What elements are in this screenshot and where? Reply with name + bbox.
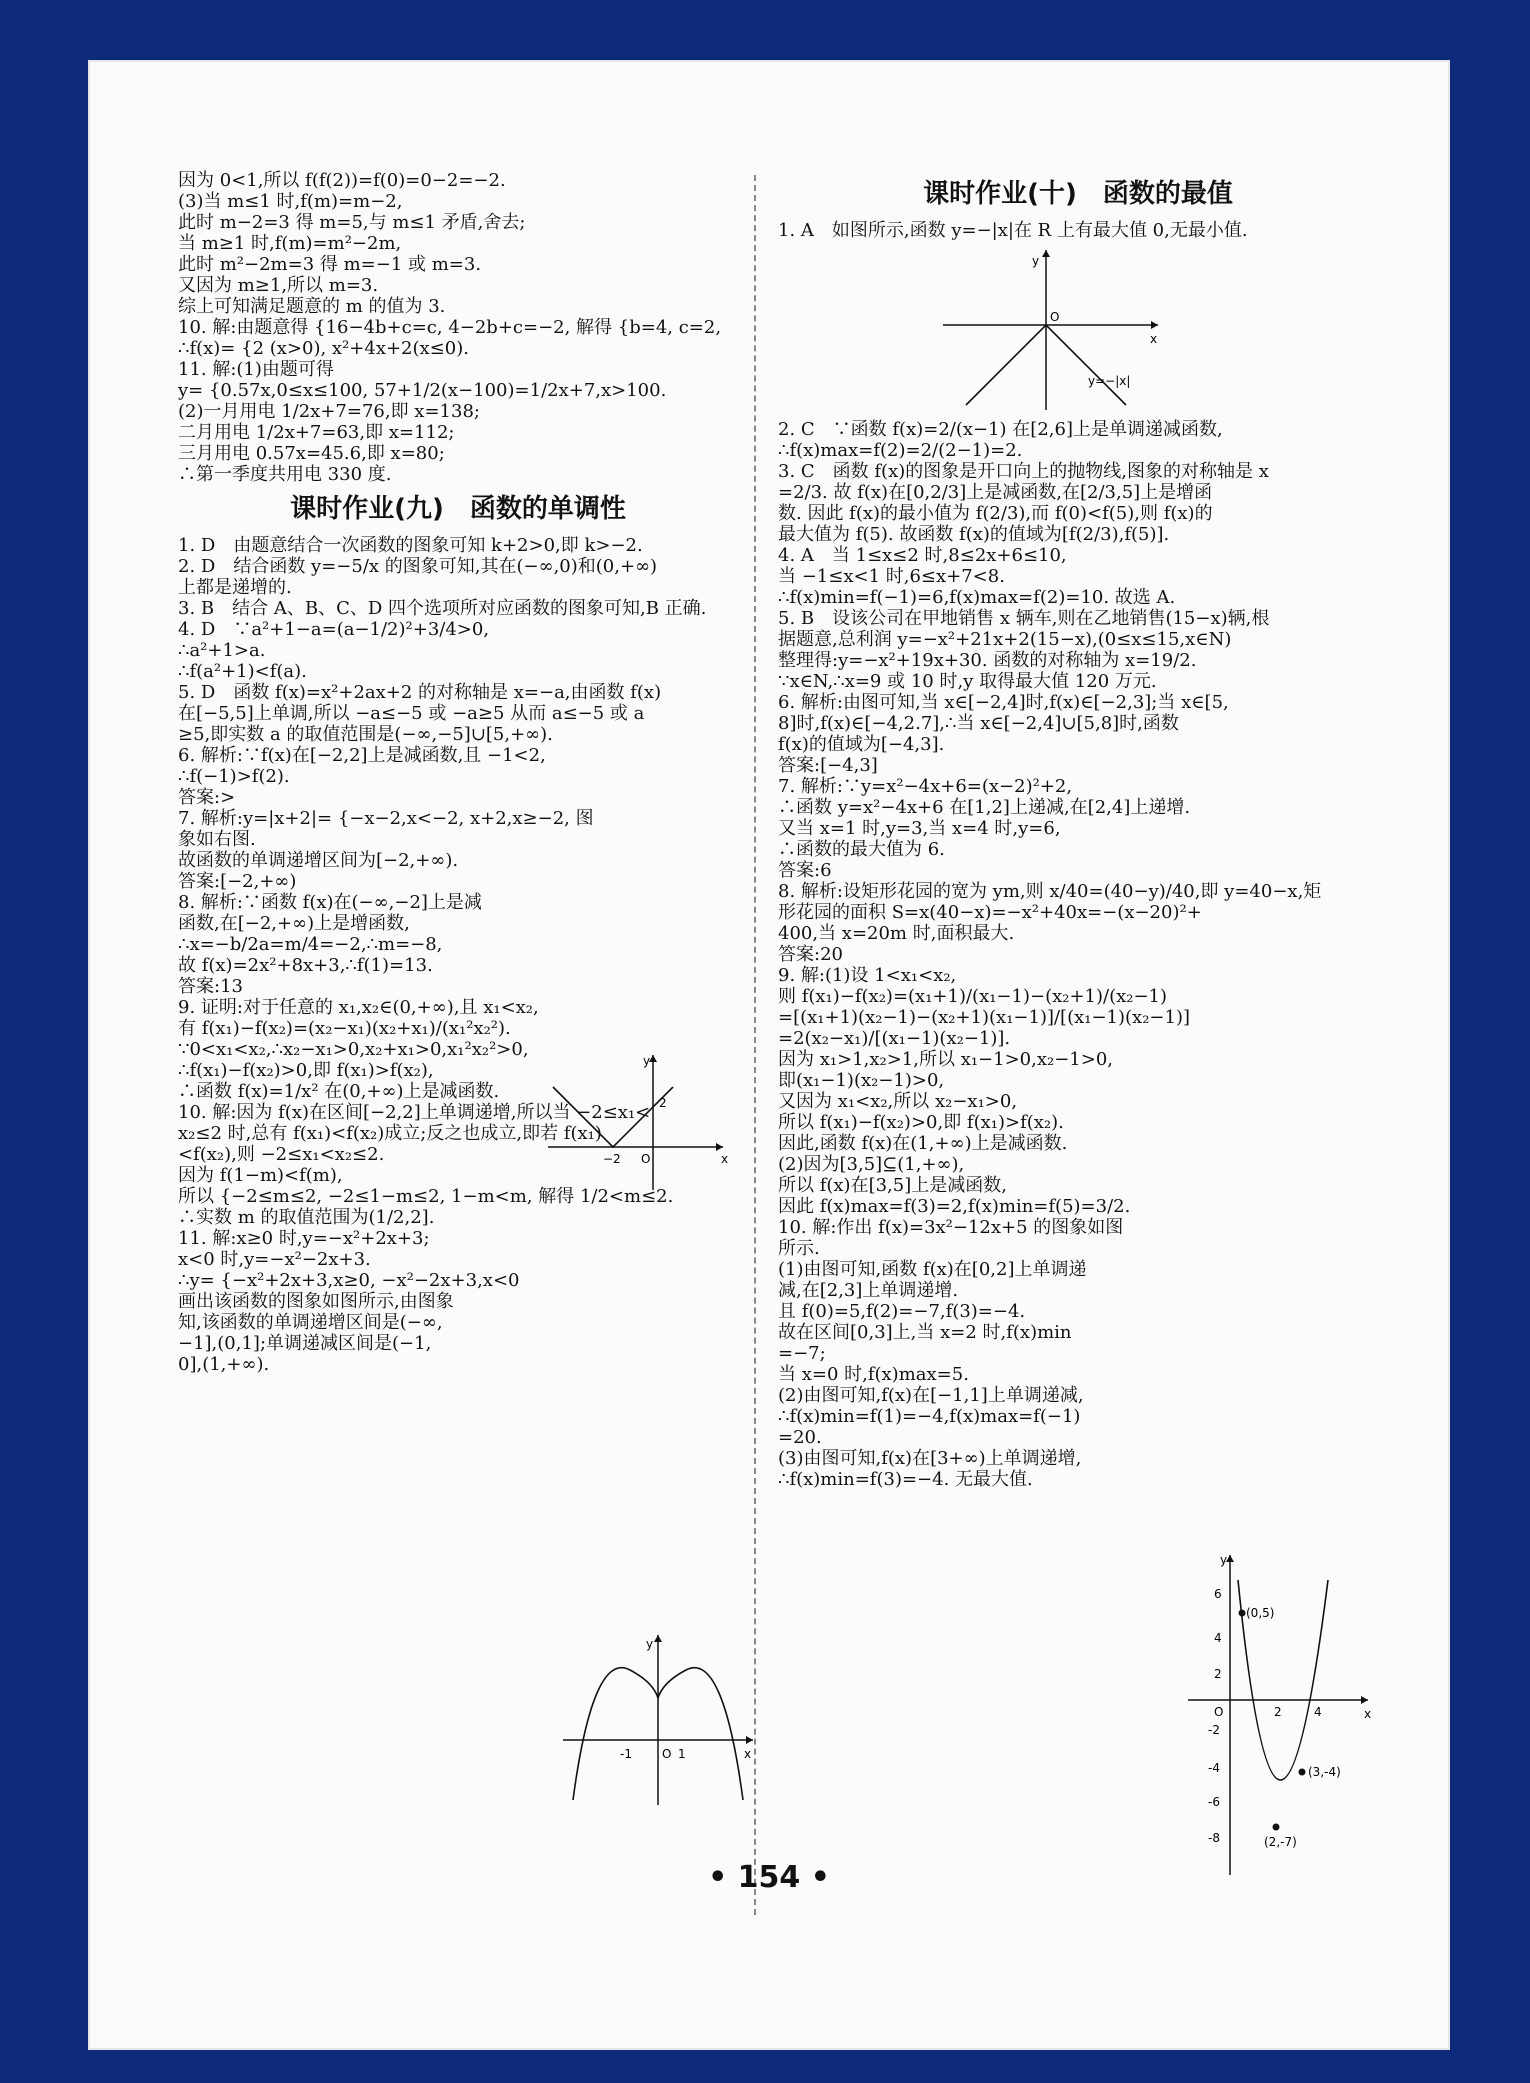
text-line: 形花园的面积 S=x(40−x)=−x²+40x=−(x−20)²+ — [778, 902, 1202, 923]
text-line: ∴函数 y=x²−4x+6 在[1,2]上递减,在[2,4]上递增. — [778, 797, 1191, 818]
text-line: (3)当 m≤1 时,f(m)=m−2, — [178, 191, 403, 212]
text-line: =2(x₂−x₁)/[(x₁−1)(x₂−1)]. — [778, 1028, 1011, 1049]
fig10-xtick-4: 4 — [1314, 1705, 1322, 1719]
text-line: 所以 f(x₁)−f(x₂)>0,即 f(x₁)>f(x₂). — [778, 1112, 1064, 1133]
text-line: 3. B 结合 A、B、C、D 四个选项所对应函数的图象可知,B 正确. — [178, 598, 707, 619]
text-line: 因此 f(x)max=f(3)=2,f(x)min=f(5)=3/2. — [778, 1196, 1131, 1217]
text-line: 答案:13 — [178, 976, 243, 997]
text-line: 函数,在[−2,+∞)上是增函数, — [178, 913, 410, 934]
text-line: 三月用电 0.57x=45.6,即 x=80; — [178, 443, 445, 464]
text-line: 整理得:y=−x²+19x+30. 函数的对称轴为 x=19/2. — [778, 650, 1197, 671]
text-line: 5. D 函数 f(x)=x²+2ax+2 的对称轴是 x=−a,由函数 f(x) — [178, 682, 662, 703]
text-line: 6. 解析:∵f(x)在[−2,2]上是减函数,且 −1<2, — [178, 745, 546, 766]
text-line: y= {0.57x,0≤x≤100, 57+1/2(x−100)=1/2x+7,x>100. — [178, 380, 667, 401]
text-line: 知,该函数的单调递增区间是(−∞, — [178, 1312, 443, 1333]
fig11-origin: O — [662, 1747, 672, 1761]
text-line: 因为 0<1,所以 f(f(2))=f(0)=0−2=−2. — [178, 170, 506, 191]
figure-parabola-3x2 — [1168, 1550, 1388, 1884]
text-line: 11. 解:(1)由题可得 — [178, 359, 334, 380]
text-line: 又因为 m≥1,所以 m=3. — [178, 275, 379, 296]
text-line: 此时 m²−2m=3 得 m=−1 或 m=3. — [178, 254, 482, 275]
text-line: 因为 x₁>1,x₂>1,所以 x₁−1>0,x₂−1>0, — [778, 1049, 1114, 1070]
fig10-tick-neg6: -6 — [1208, 1795, 1220, 1809]
text-line: 8. 解析:设矩形花园的宽为 ym,则 x/40=(40−y)/40,即 y=40−x,矩 — [778, 881, 1322, 902]
text-line: 8. 解析:∵函数 f(x)在(−∞,−2]上是减 — [178, 892, 482, 913]
text-line: =2/3. 故 f(x)在[0,2/3]上是减函数,在[2/3,5]上是增函 — [778, 482, 1213, 503]
text-line: 综上可知满足题意的 m 的值为 3. — [178, 296, 446, 317]
document-page — [88, 60, 1450, 2050]
text-line: =−7; — [778, 1343, 826, 1364]
fig10-point-0-5: (0,5) — [1246, 1606, 1275, 1620]
fig11-y-label: y — [646, 1637, 654, 1651]
text-line: ∴f(x)max=f(2)=2/(2−1)=2. — [778, 440, 1023, 461]
text-line: 故 f(x)=2x²+8x+3,∴f(1)=13. — [178, 955, 433, 976]
text-line: ∴f(−1)>f(2). — [178, 766, 290, 787]
text-line: 此时 m−2=3 得 m=5,与 m≤1 矛盾,舍去; — [178, 212, 526, 233]
fig10-tick-neg2: -2 — [1208, 1723, 1220, 1737]
text-line: =[(x₁+1)(x₂−1)−(x₂+1)(x₁−1)]/[(x₁−1)(x₂−1)] — [778, 1007, 1190, 1028]
text-line: ∵0<x₁<x₂,∴x₂−x₁>0,x₂+x₁>0,x₁²x₂²>0, — [178, 1039, 529, 1060]
text-line: <f(x₂),则 −2≤x₁<x₂≤2. — [178, 1144, 385, 1165]
text-line: 有 f(x₁)−f(x₂)=(x₂−x₁)(x₂+x₁)/(x₁²x₂²). — [178, 1018, 511, 1039]
text-line: 据题意,总利润 y=−x²+21x+2(15−x),(0≤x≤15,x∈N) — [778, 629, 1232, 650]
fig10-tick-neg4: -4 — [1208, 1761, 1220, 1775]
fig7-x-label: x — [721, 1152, 729, 1166]
text-line: 10. 解:作出 f(x)=3x²−12x+5 的图象如图 — [778, 1217, 1124, 1238]
fig7-origin: O — [641, 1152, 651, 1166]
text-line: 即(x₁−1)(x₂−1)>0, — [778, 1070, 945, 1091]
text-line: 答案:6 — [778, 860, 832, 881]
text-line: 象如右图. — [178, 829, 256, 850]
fig10-tick-neg8: -8 — [1208, 1831, 1220, 1845]
figure-abs-x-plus-2 — [543, 1045, 733, 1199]
text-line: 最大值为 f(5). 故函数 f(x)的值域为[f(2/3),f(5)]. — [778, 524, 1170, 545]
text-line: 7. 解析:∵y=x²−4x+6=(x−2)²+2, — [778, 776, 1073, 797]
text-line: 因此,函数 f(x)在(1,+∞)上是减函数. — [778, 1133, 1068, 1154]
text-line: ≥5,即实数 a 的取值范围是(−∞,−5]∪[5,+∞). — [178, 724, 553, 745]
text-line: (2)因为[3,5]⊆(1,+∞), — [778, 1154, 965, 1175]
fig11-tick-1: 1 — [678, 1747, 686, 1761]
fig10-y-label: y — [1220, 1553, 1228, 1567]
text-line: 当 −1≤x<1 时,6≤x+7<8. — [778, 566, 1005, 587]
fig10-xtick-2: 2 — [1274, 1705, 1282, 1719]
text-line: (1)由图可知,函数 f(x)在[0,2]上单调递 — [778, 1259, 1087, 1280]
text-line: 0],(1,+∞). — [178, 1354, 270, 1375]
text-line: 故函数的单调递增区间为[−2,+∞). — [178, 850, 459, 871]
fig7-tick-2: 2 — [659, 1096, 667, 1110]
fig1-y-label: y — [1032, 254, 1040, 268]
fig10-tick-2: 2 — [1214, 1667, 1222, 1681]
text-line: ∴a²+1>a. — [178, 640, 266, 661]
text-line: 2. D 结合函数 y=−5/x 的图象可知,其在(−∞,0)和(0,+∞) — [178, 556, 658, 577]
text-line: 11. 解:x≥0 时,y=−x²+2x+3; — [178, 1228, 430, 1249]
text-line: ∴f(x₁)−f(x₂)>0,即 f(x₁)>f(x₂), — [178, 1060, 434, 1081]
text-line: 所以 {−2≤m≤2, −2≤1−m≤2, 1−m<m, 解得 1/2<m≤2. — [178, 1186, 674, 1207]
left-lines-a — [178, 170, 738, 485]
text-line: 8]时,f(x)∈[−4,2.7],∴当 x∈[−2,4]∪[5,8]时,函数 — [778, 713, 1179, 734]
text-line: x₂≤2 时,总有 f(x₁)<f(x₂)成立;反之也成立,即若 f(x₁) — [178, 1123, 602, 1144]
text-line: ∴f(a²+1)<f(a). — [178, 661, 307, 682]
text-line: 1. D 由题意结合一次函数的图象可知 k+2>0,即 k>−2. — [178, 535, 643, 556]
text-line: ∴实数 m 的取值范围为(1/2,2]. — [178, 1207, 435, 1228]
text-line: −1],(0,1];单调递减区间是(−1, — [178, 1333, 432, 1354]
text-line: 上都是递增的. — [178, 577, 292, 598]
text-line: ∴f(x)min=f(−1)=6,f(x)max=f(2)=10. 故选 A. — [778, 587, 1176, 608]
text-line: =20. — [778, 1427, 822, 1448]
text-line: 10. 解:由题意得 {16−4b+c=c, 4−2b+c=−2, 解得 {b=4, c=2, — [178, 317, 722, 338]
fig10-x-label: x — [1364, 1707, 1372, 1721]
text-line: 且 f(0)=5,f(2)=−7,f(3)=−4. — [778, 1301, 1026, 1322]
heading-lesson-10: 课时作业(十) 函数的最值 — [923, 179, 1233, 209]
text-line: 数. 因此 f(x)的最小值为 f(2/3),而 f(0)<f(5),则 f(x)的 — [778, 503, 1213, 524]
fig7-y-label: y — [643, 1054, 651, 1068]
fig11-x-label: x — [744, 1747, 752, 1761]
text-line: 减,在[2,3]上单调递增. — [778, 1280, 959, 1301]
text-line: 答案:> — [178, 787, 236, 808]
text-line: 7. 解析:y=|x+2|= {−x−2,x<−2, x+2,x≥−2, 图 — [178, 808, 594, 829]
text-line: ∴函数 f(x)=1/x² 在(0,+∞)上是减函数. — [178, 1081, 500, 1102]
fig10-tick-6: 6 — [1214, 1587, 1222, 1601]
text-line: ∴x=−b/2a=m/4=−2,∴m=−8, — [178, 934, 443, 955]
heading-lesson-9: 课时作业(九) 函数的单调性 — [290, 494, 626, 524]
text-line: f(x)的值域为[−4,3]. — [778, 734, 945, 755]
text-line: 4. D ∵a²+1−a=(a−1/2)²+3/4>0, — [178, 619, 490, 640]
text-line: 所示. — [778, 1238, 820, 1259]
text-line: ∴y= {−x²+2x+3,x≥0, −x²−2x+3,x<0 — [178, 1270, 520, 1291]
text-line: 4. A 当 1≤x≤2 时,8≤2x+6≤10, — [778, 545, 1067, 566]
fig1-x-label: x — [1150, 332, 1158, 346]
fig10-point-3-neg4: (3,-4) — [1308, 1765, 1341, 1779]
text-line: 5. B 设该公司在甲地销售 x 辆车,则在乙地销售(15−x)辆,根 — [778, 608, 1270, 629]
right-column — [778, 170, 1378, 1490]
text-line: (2)由图可知,f(x)在[−1,1]上单调递减, — [778, 1385, 1084, 1406]
text-line: 3. C 函数 f(x)的图象是开口向上的抛物线,图象的对称轴是 x — [778, 461, 1269, 482]
fig11-tick-neg1: -1 — [620, 1747, 632, 1761]
text-line: 答案:[−2,+∞) — [178, 871, 297, 892]
text-line: 在[−5,5]上单调,所以 −a≤−5 或 −a≥5 从而 a≤−5 或 a — [178, 703, 645, 724]
text-line: 当 x=0 时,f(x)max=5. — [778, 1364, 969, 1385]
text-line: 当 m≥1 时,f(m)=m²−2m, — [178, 233, 402, 254]
fig10-origin: O — [1214, 1705, 1224, 1719]
right-lines-b — [778, 419, 1378, 1490]
fig7-tick-neg2: −2 — [603, 1152, 621, 1166]
figure-neg-abs-x — [938, 245, 1378, 415]
text-line: 1. A 如图所示,函数 y=−|x|在 R 上有最大值 0,无最小值. — [778, 220, 1248, 241]
text-line: 故在区间[0,3]上,当 x=2 时,f(x)min — [778, 1322, 1072, 1343]
text-line: ∴函数的最大值为 6. — [778, 839, 945, 860]
text-line: 答案:[−4,3] — [778, 755, 878, 776]
figure-double-parabola — [558, 1630, 758, 1814]
fig1-origin: O — [1050, 310, 1060, 324]
text-line: x<0 时,y=−x²−2x+3. — [178, 1249, 371, 1270]
text-line: 所以 f(x)在[3,5]上是减函数, — [778, 1175, 1007, 1196]
fig1-curve-label: y=−|x| — [1088, 374, 1131, 388]
text-line: (3)由图可知,f(x)在[3+∞)上单调递增, — [778, 1448, 1082, 1469]
text-line: 6. 解析:由图可知,当 x∈[−2,4]时,f(x)∈[−2,3];当 x∈[5, — [778, 692, 1229, 713]
text-line: ∴f(x)min=f(3)=−4. 无最大值. — [778, 1469, 1033, 1490]
text-line: 二月用电 1/2x+7=63,即 x=112; — [178, 422, 455, 443]
text-line: 9. 解:(1)设 1<x₁<x₂, — [778, 965, 957, 986]
left-lines-b — [178, 535, 738, 1375]
text-line: 则 f(x₁)−f(x₂)=(x₁+1)/(x₁−1)−(x₂+1)/(x₂−1) — [778, 986, 1168, 1007]
text-line: 9. 证明:对于任意的 x₁,x₂∈(0,+∞),且 x₁<x₂, — [178, 997, 539, 1018]
text-line: 2. C ∵函数 f(x)=2/(x−1) 在[2,6]上是单调递减函数, — [778, 419, 1223, 440]
text-line: 10. 解:因为 f(x)在区间[−2,2]上单调递增,所以当 −2≤x₁< — [178, 1102, 651, 1123]
text-line: 又因为 x₁<x₂,所以 x₂−x₁>0, — [778, 1091, 1018, 1112]
text-line: ∵x∈N,∴x=9 或 10 时,y 取得最大值 120 万元. — [778, 671, 1157, 692]
right-lines-a — [778, 220, 1378, 241]
text-line: (2)一月用电 1/2x+7=76,即 x=138; — [178, 401, 480, 422]
text-line: 400,当 x=20m 时,面积最大. — [778, 923, 1015, 944]
text-line: 又当 x=1 时,y=3,当 x=4 时,y=6, — [778, 818, 1061, 839]
text-line: ∴f(x)min=f(1)=−4,f(x)max=f(−1) — [778, 1406, 1081, 1427]
fig10-point-2-neg7: (2,-7) — [1264, 1835, 1297, 1849]
text-line: 画出该函数的图象如图所示,由图象 — [178, 1291, 454, 1312]
fig10-tick-4: 4 — [1214, 1631, 1222, 1645]
text-line: 因为 f(1−m)<f(m), — [178, 1165, 343, 1186]
text-line: ∴第一季度共用电 330 度. — [178, 464, 392, 485]
text-line: ∴f(x)= {2 (x>0), x²+4x+2(x≤0). — [178, 338, 469, 359]
text-line: 答案:20 — [778, 944, 843, 965]
page-number: • 154 • — [708, 1860, 830, 1895]
